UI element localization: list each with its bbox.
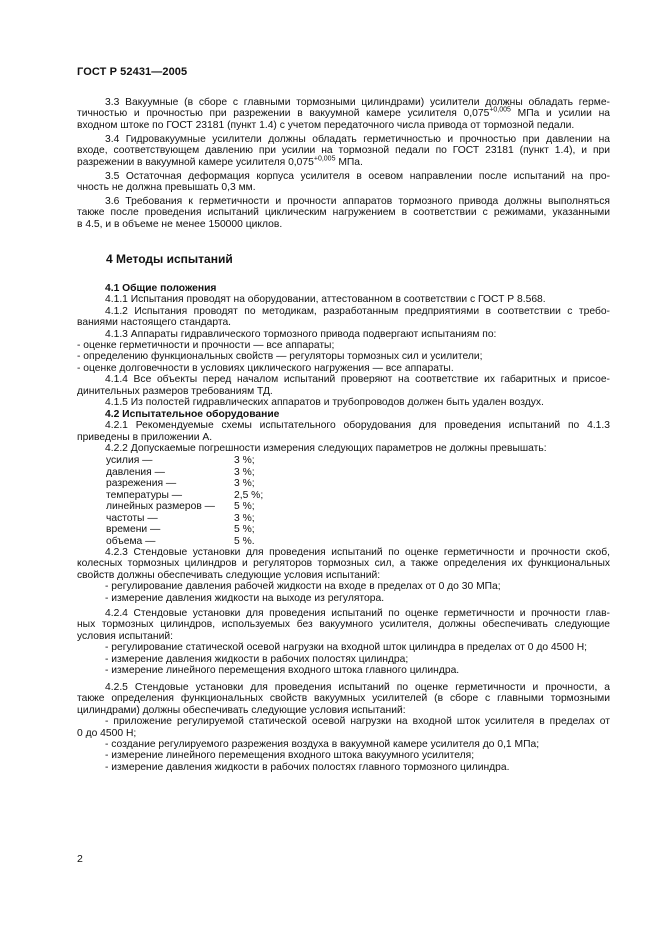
- paragraph-3-5: [77, 171, 610, 194]
- text-line: также определения функциональных свойств вакуумных усилителей (в сборе с главными тормозными: [77, 693, 610, 705]
- text-line: ных тормозных цилиндров, используемых без вакуумного усилителя, должны обеспечивать следующие: [77, 619, 610, 631]
- tolerance-list: [106, 455, 406, 547]
- text-line: 4.2.5 Стендовые установки для проведения испытаний по оценке герметичности и прочности, а: [105, 682, 610, 693]
- superscript: +0,005: [489, 106, 511, 114]
- subsection-title: 4.2 Испытательное оборудование: [105, 409, 280, 420]
- text-line: 3.6 Требования к герметичности и прочности аппаратов тормозного привода должны выполняться: [105, 196, 610, 207]
- text-line: 4.1.4 Все объекты перед началом испытаний проверяют на соответствие их габаритных и присое-: [105, 374, 610, 386]
- text-line: приведены в приложении А.: [77, 431, 213, 443]
- text-line: также после проведения испытаний циклическим нагружением в соответствии с режимами, указанными: [77, 207, 610, 219]
- text-line: 4.1.3 Аппараты гидравлического тормозного привода подвергают испытаниям по:: [105, 328, 497, 340]
- text-line: условия испытаний:: [77, 630, 173, 642]
- tolerance-row: линейных размеров — 5 %;: [106, 501, 255, 512]
- text-line: тичностью и прочностью при разрежении в вакуумной камере усилителя $0,075^{+0,005}$ МПа и усилии на: [77, 106, 611, 120]
- text-line: входе, соответствующем давлению при усилии на тормозной педали по ГОСТ 23181 (пункт 1.4), и при: [77, 145, 610, 157]
- section-4-title: 4 Методы испытаний: [106, 252, 233, 266]
- text-line: цилиндрами) должны обеспечивать следующие условия испытаний:: [77, 704, 406, 716]
- text-line: 4.2.3 Стендовые установки для проведения испытаний по оценке герметичности и прочности скоб,: [105, 547, 610, 558]
- paragraph-4-2-3: [77, 547, 610, 604]
- tolerance-row: усилия — 3 %;: [106, 455, 255, 466]
- subsection-4-1: [77, 283, 610, 408]
- text-line: 4.2.4 Стендовые установки для проведения испытаний по оценке герметичности и прочности глав-: [105, 608, 610, 619]
- text-line: 3.5 Остаточная деформация корпуса усилителя в осевом направлении после испытаний на про-: [105, 171, 610, 182]
- tolerance-row: разрежения — 3 %;: [106, 478, 255, 489]
- list-item: - измерение давления жидкости на выходе из регулятора.: [105, 592, 385, 604]
- text-line: свойств должны обеспечивать следующие условия испытаний:: [77, 569, 381, 581]
- text-line: в 4.5, и в объеме не менее 150000 циклов.: [77, 218, 283, 230]
- page-number: 2: [77, 853, 83, 865]
- list-item: - измерение давления жидкости в рабочих полостях главного тормозного цилиндра.: [105, 761, 510, 773]
- text-line: 4.2.2 Допускаемые погрешности измерения следующих параметров не должны превышать:: [105, 443, 547, 455]
- list-item: - определению функциональных свойств — регуляторы тормозных сил и усилители;: [77, 351, 483, 363]
- superscript: +0,005: [313, 155, 336, 163]
- paragraph-3-3: [77, 97, 610, 131]
- tolerance-row: температуры — 2,5 %;: [106, 489, 264, 501]
- text-line: чность не должна превышать 0,3 мм.: [77, 182, 256, 194]
- text-line: 4.1.5 Из полостей гидравлических аппаратов и трубопроводов должен быть удален воздух.: [105, 397, 544, 409]
- tolerance-row: частоты — 3 %;: [106, 512, 255, 524]
- subsection-title: 4.1 Общие положения: [105, 283, 217, 294]
- paragraph-4-2-4: [77, 608, 610, 676]
- subsection-4-2: [77, 409, 610, 455]
- text-line: динительных размеров требованиям ТД.: [77, 385, 273, 397]
- text-line: входном штоке по ГОСТ 23181 (пункт 1.4) с учетом передаточного числа привода от тормозной педали.: [77, 119, 575, 131]
- text-line: колесных тормозных цилиндров и регуляторов тормозных сил, а также определения их функциональных: [77, 558, 610, 570]
- list-item: - измерение линейного перемещения входного штока главного цилиндра.: [105, 665, 460, 677]
- document-header: ГОСТ Р 52431—2005: [77, 66, 188, 78]
- text-line: разрежении в вакуумной камере усилителя $0,075^{+0,005}$ МПа.: [77, 155, 363, 168]
- tolerance-row: давления — 3 %;: [106, 466, 255, 478]
- list-item: 0 до 4500 Н;: [77, 727, 137, 739]
- tolerance-row: времени — 5 %;: [106, 524, 255, 535]
- list-item: - измерение линейного перемещения входного штока вакуумного усилителя;: [105, 750, 475, 762]
- list-item: - приложение регулируемой статической осевой нагрузки на входной шток усилителя в пределах от: [105, 716, 610, 728]
- list-item: - оценке герметичности и прочности — все аппараты;: [77, 340, 335, 352]
- paragraph-3-6: [77, 196, 610, 230]
- paragraph-3-4: [77, 134, 610, 168]
- text-line: 3.4 Гидровакуумные усилители должны обладать герметичностью и прочностью при давлении на: [105, 134, 610, 145]
- text-line: ваниями настоящего стандарта.: [77, 317, 232, 329]
- list-item: - регулирование давления рабочей жидкости на входе в пределах от 0 до 30 МПа;: [105, 581, 501, 593]
- paragraph-4-2-5: [77, 682, 610, 773]
- text-line: 3.3 Вакуумные (в сборе с главными тормозными цилиндрами) усилители должны обладать герме-: [105, 97, 610, 108]
- list-item: - создание регулируемого разрежения воздуха в вакуумной камере усилителя до 0,1 МПа;: [105, 739, 540, 751]
- list-item: - регулирование статической осевой нагрузки на входной шток цилиндра в пределах от 0 до 4500 Н;: [105, 642, 587, 654]
- text-line: 4.1.2 Испытания проводят по методикам, разработанным предприятиями в соответствии с требо-: [105, 305, 610, 317]
- text-line: 4.1.1 Испытания проводят на оборудовании, аттестованном в соответствии с ГОСТ Р 8.568.: [105, 294, 546, 306]
- text-line: 4.2.1 Рекомендуемые схемы испытательного оборудования для проведения испытаний по 4.1.3: [105, 420, 610, 432]
- list-item: - измерение давления жидкости в рабочих полостях цилиндра;: [105, 653, 409, 665]
- tolerance-row: объема — 5 %.: [106, 535, 255, 547]
- list-item: - оценке долговечности в условиях циклического нагружения — все аппараты.: [77, 362, 454, 374]
